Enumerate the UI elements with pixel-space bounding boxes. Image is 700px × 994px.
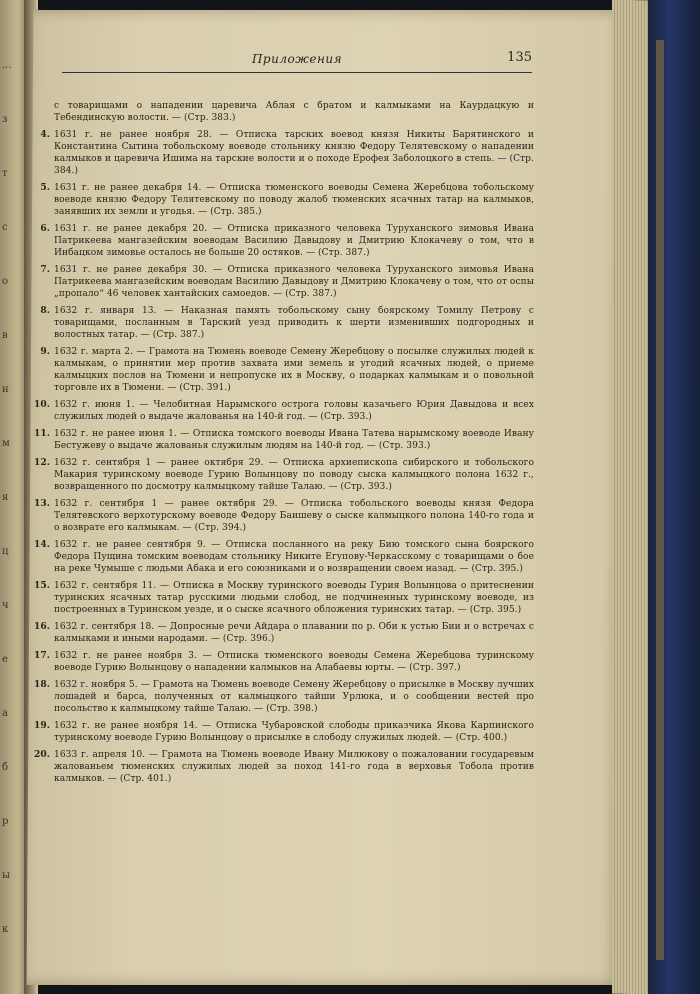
list-item [30,650,534,674]
entry-text: 1632 г. не ранее сентября 9. — Отписка посланного на реку Бию томского сына боярского Федора Пущина томским воеводам стольнику Никите Егупову-Черкасскому с товарищами о бое на реке Чумыше с людьми Абака и его союзниками и о возвращении своем назад. — (Стр. 395.) [54,540,534,574]
entry-text: 1632 г. ноября 5. — Грамота на Тюмень воеводе Семену Жеребцову о присылке в Москву лучших лошадей и барса, полученных от калмыцкого тайши Урлюка, и о сообщении вестей про посольство к калмыцкому тайше Талаю. — (Стр. 398.) [54,680,534,714]
list-item [30,428,534,452]
entry-number: 11. [34,428,50,439]
left-page-fragment: к [2,924,9,935]
left-page-fragment: о [2,276,9,287]
entry-text: 1633 г. апреля 10. — Грамота на Тюмень воеводе Ивану Милюкову о пожаловании государевым жалованьем тюменских служилых людей за поход 141-го года в верховья Тобола против калмыков. — (Стр. 401.) [54,750,534,784]
entry-text: 1632 г. не ранее ноября 14. — Отписка Чубаровской слободы приказчика Якова Карпинского туринскому воеводе Гурию Волынцову о присылке в слободу служилых людей. — (Стр. 400.) [54,721,534,743]
entry-text: 1632 г. января 13. — Наказная память тобольскому сыну боярскому Томилу Петрову с товарищами, посланным в Тарский уезд приводить к шерти изменивших подгородных и волостных татар. — (Стр. 387.) [54,306,534,340]
left-page-fragment: ч [2,600,9,611]
left-page-fragment: б [2,762,9,773]
entry-text: 1631 г. не ранее декабря 14. — Отписка тюменского воеводы Семена Жеребцова тобольскому воеводе князю Федору Телятевскому по поводу жалоб тюменских ясачных татар на калмыков, занявших их земли и угодья. — (Стр. 385.) [54,183,534,217]
list-item [30,457,534,493]
left-page-fragment: е [2,654,8,665]
entry-number: 7. [40,264,50,275]
entry-number: 16. [34,621,50,632]
entry-number: 8. [40,305,50,316]
left-page-fragment: р [2,816,9,827]
left-page-fragment: н [2,384,9,395]
entry-text: 1632 г. июня 1. — Челобитная Нарымского острога головы казачьего Юрия Давыдова и всех служилых людей о выдаче жалованья на 140-й год. — (Стр. 393.) [54,400,534,422]
entry-text: 1632 г. не ранее ноября 3. — Отписка тюменского воеводы Семена Жеребцова туринскому воеводе Гурию Волынцову о нападении калмыков на Алабаевы юрты. — (Стр. 397.) [54,651,534,673]
list-item [30,621,534,645]
list-item [30,720,534,744]
entry-text: 1632 г. сентября 18. — Допросные речи Айдара о плавании по р. Оби к устью Бии и о встречах с калмыками и иными народами. — (Стр. 396.) [54,622,534,644]
entry-number: 13. [34,498,50,509]
entry-text: 1631 г. не ранее декабря 20. — Отписка приказного человека Туруханского зимовья Ивана Патрикеева мангазейским воеводам Василию Давыдову и Дмитрию Клокачеву о том, что в Инбацком зимовье осталось не больше 20 остяков. — (Стр. 387.) [54,224,534,258]
entry-number: 18. [34,679,50,690]
left-page-fragment: м [2,438,10,449]
list-item [30,580,534,616]
entry-number: 12. [34,457,50,468]
list-item [30,498,534,534]
entry-number: 20. [34,749,50,760]
left-page-fragment: я [2,492,9,503]
left-page-fragment: ... [2,60,12,71]
section-title: Приложения [251,52,343,66]
list-item [30,399,534,423]
left-page-fragment: з [2,114,8,125]
list-item [30,264,534,300]
list-item [30,129,534,177]
list-item [30,679,534,715]
entry-number: 19. [34,720,50,731]
entry-text: 1631 г. не ранее декабря 30. — Отписка приказного человека Туруханского зимовья Ивана Патрикеева мангазейским воеводам Василию Давыдову и Дмитрию Клокачеву о том, что от оспы „пропало“ 46 человек хантайских самоедов. — (Стр. 387.) [54,265,534,299]
entry-number: 6. [40,223,50,234]
entry-number: 9. [40,346,50,357]
cover-edge [656,40,664,960]
continued-entry: с товарищами о нападении царевича Аблая с братом и калмыками на Каурдацкую и Тебендинскую волости. — (Стр. 383.) [54,101,534,123]
left-page-fragment: а [2,708,8,719]
left-page-fragment: т [2,168,8,179]
left-page-fragment: ц [2,546,9,557]
left-page-fragment: с [2,222,8,233]
entry-number: 15. [34,580,50,591]
page-number: 135 [507,50,532,65]
list-item [30,539,534,575]
entry-text: 1632 г. сентября 1 — ранее октября 29. — Отписка архиепископа сибирского и тобольского Макария туринскому воеводе Гурию Волынцову по поводу сыска калмыцкого полона 1632 г., возвращенного по досмотру калмыцкому тайше Талаю. — (Стр. 393.) [54,458,534,492]
entry-text: 1632 г. марта 2. — Грамота на Тюмень воеводе Семену Жеребцову о посылке служилых людей к калмыкам, о принятии мер против захвата ими земель и угодий ясачных людей, о приеме калмыцких послов на Тюмени и непропуске их в Москву, о подарках калмыкам и о повольной торговле их в Тюмени. — (Стр. 391.) [54,347,534,393]
list-item [30,223,534,259]
list-item [30,182,534,218]
entry-number: 5. [40,182,50,193]
entry-number: 14. [34,539,50,550]
left-page-fragment: ы [2,870,10,881]
entry-list [30,129,534,785]
entry-text: 1631 г. не ранее ноября 28. — Отписка тарских воевод князя Никиты Барятинского и Константина Сытина тобольскому воеводе стольнику князю Федору Телятевскому о нападении калмыков и царевича Ишима на тарские волости и о походе Ерофея Заболоцкого в степь. — (Стр. 384.) [54,130,534,176]
entry-text: 1632 г. сентября 1 — ранее октября 29. — Отписка тобольского воеводы князя Федора Телятевского верхотурскому воеводе Федору Баишеву о сыске калмыцкого полона 140-го года и о возврате его калмыкам. — (Стр. 394.) [54,499,534,533]
entry-number: 10. [34,399,50,410]
pages-edge [612,0,652,994]
entry-number: 4. [40,129,50,140]
entry-number: 17. [34,650,50,661]
list-item [30,346,534,394]
list-item [30,749,534,785]
left-page-fragment: в [2,330,8,341]
list-item [30,305,534,341]
page-content [30,100,534,790]
running-header [62,50,532,73]
entry-text: 1632 г. не ранее июня 1. — Отписка томского воеводы Ивана Татева нарымскому воеводе Ивану Бестужеву о выдаче жалованья служилым людям на 140-й год. — (Стр. 393.) [54,429,534,451]
entry-text: 1632 г. сентября 11. — Отписка в Москву туринского воеводы Гурия Волынцова о притеснении туринских ясачных татар русскими людьми слобод, не подчиненных туринскому воеводе, из построенных в Туринском уезде, и о сыске ясачного обложения туринских татар. — (Стр. 395.) [54,581,534,615]
